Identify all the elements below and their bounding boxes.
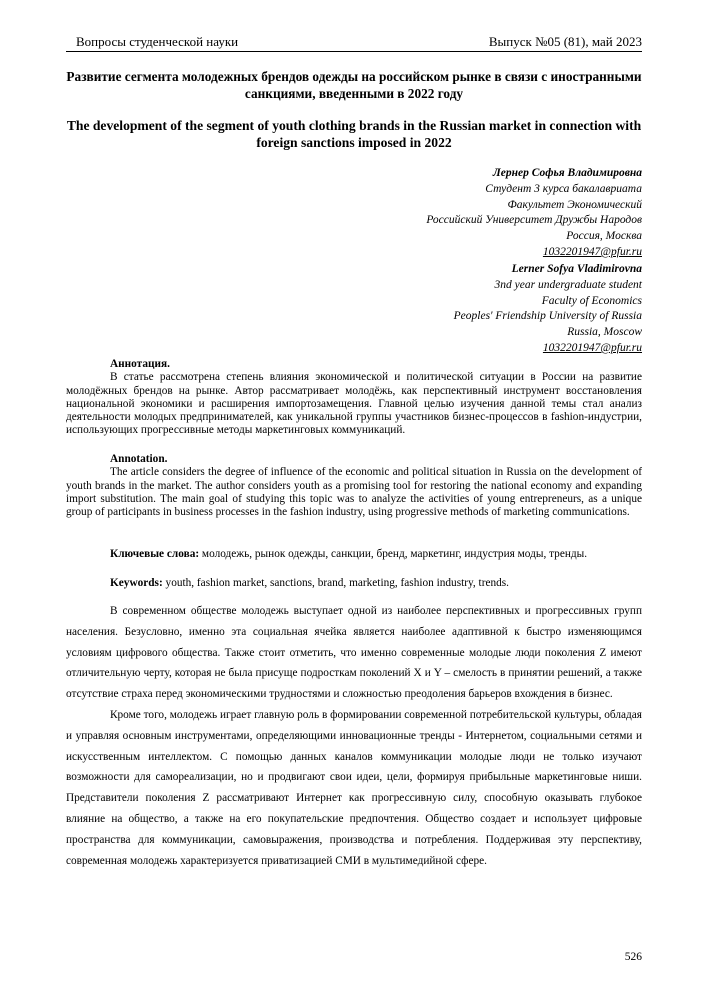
- article-title-ru: Развитие сегмента молодежных брендов одежды на российском рынке в связи с иностранными санкциями, введенными в 2022 году: [66, 69, 642, 101]
- article-title-en: The development of the segment of youth clothing brands in the Russian market in connection with foreign sanctions imposed in 2022: [66, 118, 642, 150]
- author-block-ru: [426, 166, 642, 261]
- author-email-link[interactable]: 1032201947@pfur.ru: [542, 341, 642, 354]
- author-name: Лернер Софья Владимировна: [492, 167, 642, 179]
- issue-info: Выпуск №05 (81), май 2023: [488, 34, 642, 49]
- author-university: Peoples' Friendship University of Russia: [453, 310, 642, 323]
- keywords-text: youth, fashion market, sanctions, brand, marketing, fashion industry, trends.: [162, 577, 509, 589]
- annotation-ru: [66, 358, 642, 438]
- annotation-label: Annotation.: [110, 453, 168, 465]
- body-paragraph: В современном обществе молодежь выступает одной из наиболее перспективных и прогрессивных групп населения. Безусловно, именно эта социальная ячейка является наиболее адаптивной к быстро изменяющимся условиям цифрового общества. Также стоит отметить, что именно современные молодые люди поколения Z имеют отличительную черту, которая не была присуще подросткам поколений X и Y – смелость в принятии решений, а также отсутствие страха перед экономическими трудностями и сложностью преодоления барьеров вхождения в бизнес.: [66, 605, 642, 701]
- author-faculty: Факультет Экономический: [507, 198, 642, 211]
- author-email-link[interactable]: 1032201947@pfur.ru: [542, 245, 642, 258]
- keywords-label: Ключевые слова:: [110, 548, 200, 560]
- author-faculty: Faculty of Economics: [541, 294, 642, 307]
- keywords-ru: [66, 548, 642, 561]
- annotation-text: The article considers the degree of influence of the economic and political situation in Russia on the development of youth brands in the market. The author considers youth as a promising tool for restoring the national economy and expanding import substitution. The main goal of studying this topic was to analyze the activities of young entrepreneurs, as a unique group of participants in business processes in the fashion industry, using progressive methods of marketing communications.: [66, 466, 642, 519]
- keywords-label: Keywords:: [110, 577, 163, 589]
- author-location: Russia, Moscow: [567, 326, 642, 339]
- author-position: Студент 3 курса бакалавриата: [485, 182, 642, 195]
- page-number: 526: [624, 951, 642, 963]
- keywords-en: [66, 577, 642, 590]
- annotation-text: В статье рассмотрена степень влияния экономической и политической ситуации в России на развитие молодёжных брендов на рынке. Автор рассматривает молодёжь, как перспективный инструмент восстановления национальной экономики и расширения импортозамещения. Главной целью изучения данной темы стал анализ деятельности молодых предпринимателей, как уникальной группы участников бизнес-процессов в fashion-индустрии, использующих прогрессивные методы маркетинговых коммуникаций.: [66, 371, 642, 437]
- author-block-en: [454, 262, 642, 357]
- author-location: Россия, Москва: [566, 230, 642, 243]
- author-position: 3nd year undergraduate student: [494, 278, 642, 291]
- author-university: Российский Университет Дружбы Народов: [426, 214, 642, 227]
- annotation-label: Аннотация.: [110, 358, 170, 370]
- author-name: Lerner Sofya Vladimirovna: [511, 263, 642, 275]
- keywords-text: молодежь, рынок одежды, санкции, бренд, маркетинг, индустрия моды, тренды.: [199, 548, 588, 560]
- article-body: [66, 601, 642, 871]
- annotation-en: [66, 453, 642, 519]
- running-header: [66, 34, 642, 52]
- journal-name: Вопросы студенческой науки: [76, 34, 239, 49]
- body-paragraph: Кроме того, молодежь играет главную роль в формировании современной потребительской культуры, обладая и управляя основным инструментами, определяющими инновационные тренды - Интернетом, социальными сетями и искусственным интеллектом. С помощью данных каналов коммуникации молодые люди не только изучают возможности для самореализации, но и продвигают свои идеи, цели, формируя прибыльные маркетинговые ниши. Представители поколения Z рассматривают Интернет как прогрессивную силу, способную оказывать глубокое влияние на общество, а также на его покупательские предпочтения. Общество создает и использует цифровые пространства для коммуникации, самовыражения, производства и потребления. Поддерживая эту перспективу, современная молодежь характеризуется приватизацией СМИ в мультимедийной сфере.: [66, 708, 642, 867]
